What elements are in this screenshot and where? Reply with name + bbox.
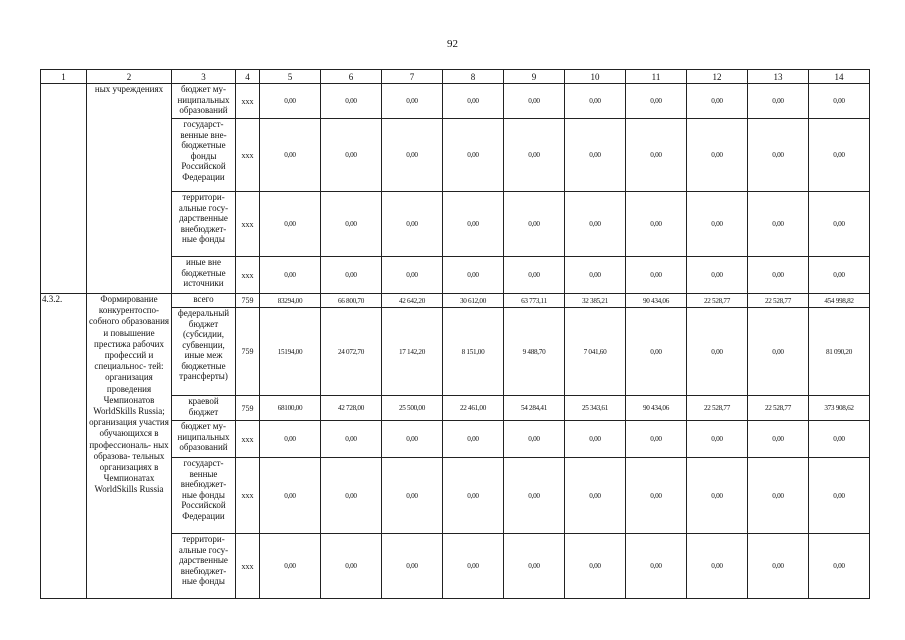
funding-source: краевой бюджет <box>172 396 236 421</box>
value-cell: 0,00 <box>687 458 748 534</box>
value-cell: 0,00 <box>626 458 687 534</box>
value-cell: 42 642,20 <box>382 294 443 308</box>
value-cell: 0,00 <box>382 192 443 257</box>
value-cell: 0,00 <box>626 119 687 192</box>
value-cell: 0,00 <box>504 119 565 192</box>
column-header-10: 10 <box>565 70 626 84</box>
value-cell: 0,00 <box>748 84 809 119</box>
table-row <box>41 294 870 308</box>
column-header-8: 8 <box>443 70 504 84</box>
value-cell: 0,00 <box>626 84 687 119</box>
value-cell: 24 072,70 <box>321 308 382 396</box>
value-cell: 17 142,20 <box>382 308 443 396</box>
funding-source: иные вне бюджетные источники <box>172 257 236 294</box>
value-cell: 0,00 <box>260 84 321 119</box>
funding-source: всего <box>172 294 236 308</box>
value-cell: 32 385,21 <box>565 294 626 308</box>
value-cell: 0,00 <box>565 421 626 458</box>
item-name: ных учреждениях <box>87 84 172 294</box>
value-cell: 0,00 <box>260 119 321 192</box>
value-cell: 0,00 <box>443 421 504 458</box>
value-cell: 0,00 <box>565 84 626 119</box>
budget-table <box>40 69 870 599</box>
value-cell: 0,00 <box>382 458 443 534</box>
value-cell: 0,00 <box>443 84 504 119</box>
table-row <box>41 84 870 119</box>
column-header-3: 3 <box>172 70 236 84</box>
value-cell: 7 041,60 <box>565 308 626 396</box>
column-header-4: 4 <box>236 70 260 84</box>
value-cell: 0,00 <box>504 421 565 458</box>
value-cell: 0,00 <box>626 534 687 599</box>
value-cell: 0,00 <box>748 119 809 192</box>
budget-code: 759 <box>236 396 260 421</box>
value-cell: 0,00 <box>382 421 443 458</box>
budget-code: xxx <box>236 119 260 192</box>
value-cell: 0,00 <box>748 192 809 257</box>
budget-code: xxx <box>236 458 260 534</box>
value-cell: 0,00 <box>382 84 443 119</box>
value-cell: 0,00 <box>626 421 687 458</box>
value-cell: 90 434,06 <box>626 396 687 421</box>
column-header-2: 2 <box>87 70 172 84</box>
funding-source: бюджет му- ниципальных образований <box>172 421 236 458</box>
value-cell: 0,00 <box>748 458 809 534</box>
value-cell: 22 528,77 <box>687 396 748 421</box>
budget-code: xxx <box>236 84 260 119</box>
value-cell: 25 343,61 <box>565 396 626 421</box>
value-cell: 0,00 <box>260 192 321 257</box>
column-header-9: 9 <box>504 70 565 84</box>
value-cell: 0,00 <box>748 257 809 294</box>
column-header-11: 11 <box>626 70 687 84</box>
column-header-12: 12 <box>687 70 748 84</box>
value-cell: 373 908,62 <box>809 396 870 421</box>
value-cell: 68100,00 <box>260 396 321 421</box>
value-cell: 0,00 <box>809 192 870 257</box>
value-cell: 0,00 <box>626 257 687 294</box>
value-cell: 0,00 <box>382 119 443 192</box>
value-cell: 0,00 <box>565 534 626 599</box>
value-cell: 9 488,70 <box>504 308 565 396</box>
value-cell: 0,00 <box>626 192 687 257</box>
value-cell: 0,00 <box>809 534 870 599</box>
value-cell: 0,00 <box>443 534 504 599</box>
funding-source: территори- альные госу- дарственные внебюджет- ные фонды <box>172 534 236 599</box>
value-cell: 8 151,00 <box>443 308 504 396</box>
value-cell: 25 500,00 <box>382 396 443 421</box>
column-header-1: 1 <box>41 70 87 84</box>
value-cell: 22 528,77 <box>748 396 809 421</box>
table-body <box>41 84 870 599</box>
value-cell: 66 800,70 <box>321 294 382 308</box>
value-cell: 0,00 <box>748 534 809 599</box>
value-cell: 90 434,06 <box>626 294 687 308</box>
value-cell: 0,00 <box>382 534 443 599</box>
value-cell: 0,00 <box>565 119 626 192</box>
column-header-5: 5 <box>260 70 321 84</box>
value-cell: 0,00 <box>321 458 382 534</box>
value-cell: 0,00 <box>809 421 870 458</box>
value-cell: 0,00 <box>687 534 748 599</box>
value-cell: 0,00 <box>687 192 748 257</box>
value-cell: 0,00 <box>260 458 321 534</box>
value-cell: 0,00 <box>321 534 382 599</box>
value-cell: 0,00 <box>687 119 748 192</box>
value-cell: 0,00 <box>565 458 626 534</box>
value-cell: 0,00 <box>260 534 321 599</box>
value-cell: 0,00 <box>626 308 687 396</box>
value-cell: 0,00 <box>260 257 321 294</box>
value-cell: 81 090,20 <box>809 308 870 396</box>
value-cell: 0,00 <box>504 192 565 257</box>
value-cell: 22 528,77 <box>748 294 809 308</box>
header-row <box>41 70 870 84</box>
item-number: 4.3.2. <box>41 294 87 599</box>
column-header-7: 7 <box>382 70 443 84</box>
value-cell: 0,00 <box>443 192 504 257</box>
value-cell: 42 728,00 <box>321 396 382 421</box>
value-cell: 0,00 <box>504 458 565 534</box>
page-number: 92 <box>447 38 458 50</box>
funding-source: государст- венные вне- бюджетные фонды Российской Федерации <box>172 119 236 192</box>
value-cell: 0,00 <box>504 257 565 294</box>
value-cell: 22 528,77 <box>687 294 748 308</box>
value-cell: 0,00 <box>687 257 748 294</box>
column-header-14: 14 <box>809 70 870 84</box>
value-cell: 15194,00 <box>260 308 321 396</box>
value-cell: 0,00 <box>809 257 870 294</box>
value-cell: 0,00 <box>443 257 504 294</box>
value-cell: 0,00 <box>321 84 382 119</box>
funding-source: бюджет му- ниципальных образований <box>172 84 236 119</box>
value-cell: 0,00 <box>809 119 870 192</box>
item-name: Формирование конкурентоспо- собного образования и повышение престижа рабочих профессий и специальнос- тей: организация проведения Чемпионатов WorldSkills Russia; организация участия обучающихся в профессиональ- ных образова- тельных организациях в Чемпионатах WorldSkills Russia <box>87 294 172 599</box>
value-cell: 0,00 <box>565 257 626 294</box>
budget-code: xxx <box>236 192 260 257</box>
value-cell: 22 461,00 <box>443 396 504 421</box>
value-cell: 0,00 <box>382 257 443 294</box>
value-cell: 454 998,82 <box>809 294 870 308</box>
value-cell: 0,00 <box>321 257 382 294</box>
budget-code: xxx <box>236 534 260 599</box>
value-cell: 0,00 <box>260 421 321 458</box>
value-cell: 0,00 <box>443 119 504 192</box>
value-cell: 0,00 <box>687 421 748 458</box>
item-number <box>41 84 87 294</box>
funding-source: государст- венные внебюджет- ные фонды Российской Федерации <box>172 458 236 534</box>
value-cell: 0,00 <box>321 421 382 458</box>
value-cell: 30 612,00 <box>443 294 504 308</box>
value-cell: 0,00 <box>321 192 382 257</box>
column-header-6: 6 <box>321 70 382 84</box>
value-cell: 0,00 <box>443 458 504 534</box>
value-cell: 0,00 <box>809 458 870 534</box>
value-cell: 0,00 <box>504 84 565 119</box>
value-cell: 0,00 <box>565 192 626 257</box>
column-header-13: 13 <box>748 70 809 84</box>
value-cell: 0,00 <box>748 308 809 396</box>
value-cell: 63 773,11 <box>504 294 565 308</box>
value-cell: 0,00 <box>504 534 565 599</box>
value-cell: 0,00 <box>687 84 748 119</box>
budget-code: xxx <box>236 257 260 294</box>
value-cell: 54 284,41 <box>504 396 565 421</box>
budget-code: xxx <box>236 421 260 458</box>
value-cell: 0,00 <box>809 84 870 119</box>
funding-source: территори- альные госу- дарственные внебюджет- ные фонды <box>172 192 236 257</box>
funding-source: федеральный бюджет (субсидии, субвенции, иные меж бюджетные трансферты) <box>172 308 236 396</box>
value-cell: 0,00 <box>321 119 382 192</box>
budget-code: 759 <box>236 308 260 396</box>
value-cell: 0,00 <box>687 308 748 396</box>
budget-code: 759 <box>236 294 260 308</box>
value-cell: 0,00 <box>748 421 809 458</box>
value-cell: 83294,00 <box>260 294 321 308</box>
